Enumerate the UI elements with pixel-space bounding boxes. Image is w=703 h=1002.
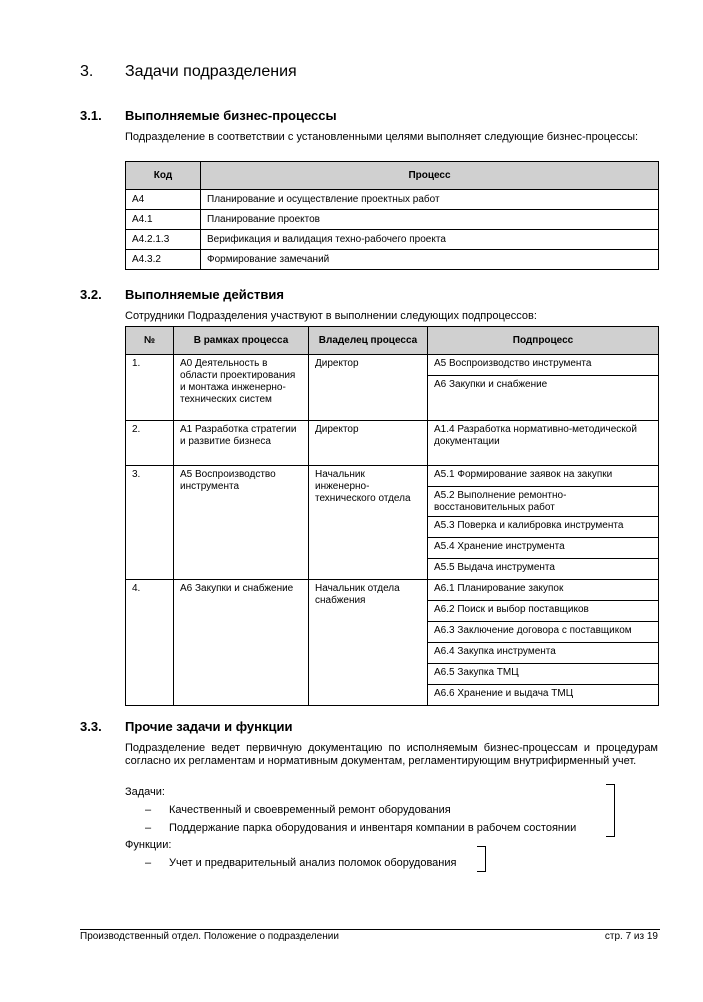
parent-process: А5 Воспроизводство инструмента [174, 466, 309, 580]
subprocess: А1.4 Разработка нормативно-методической документации [428, 421, 659, 466]
table-header-row [126, 327, 659, 355]
subprocess: А6.3 Заключение договора с поставщиком [428, 622, 659, 643]
row-number: 3. [126, 466, 174, 580]
paragraph-3-1: Подразделение в соответствии с установленными целями выполняет следующие бизнес-процессы: [125, 131, 639, 143]
process-code: А4.1 [126, 210, 201, 230]
process-owner: Начальник инженерно-технического отдела [309, 466, 428, 580]
subprocess: А6.4 Закупка инструмента [428, 643, 659, 664]
process-owner: Директор [309, 421, 428, 466]
page-number: стр. 7 из 19 [604, 931, 658, 942]
parent-process: А0 Деятельность в области проектирования и монтажа инженерно-технических систем [174, 355, 309, 421]
subprocess: А6.2 Поиск и выбор поставщиков [428, 601, 659, 622]
subprocess: А6.1 Планирование закупок [428, 580, 659, 601]
subprocess: А6.5 Закупка ТМЦ [428, 664, 659, 685]
list-item [145, 857, 485, 871]
column-header: Подпроцесс [428, 327, 659, 355]
table-row [126, 355, 659, 376]
row-number: 4. [126, 580, 174, 706]
footer-rule [80, 929, 660, 930]
section-title: Задачи подразделения [125, 63, 297, 80]
table-row [126, 250, 659, 270]
business-process-table [125, 161, 659, 270]
subsection-title: Выполняемые действия [125, 287, 284, 302]
subsection-title: Выполняемые бизнес-процессы [125, 108, 337, 123]
task-text: Качественный и своевременный ремонт оборудования [169, 804, 451, 816]
subsection-title: Прочие задачи и функции [125, 719, 293, 734]
table-row [126, 466, 659, 487]
process-owner: Начальник отдела снабжения [309, 580, 428, 706]
subprocess: А5.1 Формирование заявок на закупки [428, 466, 659, 487]
subsection-number: 3.1. [80, 108, 102, 123]
process-name: Формирование замечаний [201, 250, 659, 270]
column-header: В рамках процесса [174, 327, 309, 355]
tasks-label: Задачи: [125, 786, 165, 798]
bullet-dash: – [145, 857, 152, 869]
table-row [126, 421, 659, 466]
table-row [126, 210, 659, 230]
table-row [126, 580, 659, 601]
subprocess: А5.3 Поверка и калибровка инструмента [428, 517, 659, 538]
subsection-heading-3-3 [80, 719, 660, 735]
table-row [126, 190, 659, 210]
subprocess: А5.5 Выдача инструмента [428, 559, 659, 580]
subsection-heading-3-1 [80, 108, 660, 124]
process-code: А4.3.2 [126, 250, 201, 270]
process-code: А4 [126, 190, 201, 210]
column-header: Процесс [201, 162, 659, 190]
functions-label: Функции: [125, 839, 172, 851]
subsection-number: 3.3. [80, 719, 102, 734]
section-number: 3. [80, 63, 94, 80]
column-header: № [126, 327, 174, 355]
row-number: 1. [126, 355, 174, 421]
subprocess: А5.4 Хранение инструмента [428, 538, 659, 559]
subsection-heading-3-2 [80, 287, 660, 303]
task-text: Поддержание парка оборудования и инвентаря компании в рабочем состоянии [169, 822, 577, 834]
parent-process: А1 Разработка стратегии и развитие бизнеса [174, 421, 309, 466]
functions-bracket [477, 846, 486, 872]
process-owner: Директор [309, 355, 428, 421]
bullet-dash: – [145, 822, 152, 834]
list-item [145, 804, 615, 818]
process-name: Планирование проектов [201, 210, 659, 230]
subprocess: А5 Воспроизводство инструмента [428, 355, 659, 376]
table-header-row [126, 162, 659, 190]
row-number: 2. [126, 421, 174, 466]
table-row [126, 230, 659, 250]
column-header: Код [126, 162, 201, 190]
list-item [145, 822, 615, 836]
bullet-dash: – [145, 804, 152, 816]
subsection-number: 3.2. [80, 287, 102, 302]
paragraph-3-2: Сотрудники Подразделения участвуют в выполнении следующих подпроцессов: [125, 310, 537, 322]
footer-title: Производственный отдел. Положение о подразделении [80, 931, 339, 942]
process-name: Верификация и валидация техно-рабочего проекта [201, 230, 659, 250]
paragraph-3-3: Подразделение ведет первичную документацию по исполняемым бизнес-процессам и процедурам согласно их регламентам и нормативным документам, регламентирующим внутрифирменный учет. [125, 742, 658, 767]
tasks-bracket [606, 784, 615, 837]
function-text: Учет и предварительный анализ поломок оборудования [169, 857, 457, 869]
subprocess-table [125, 326, 659, 706]
subprocess: А5.2 Выполнение ремонтно-восстановительных работ [428, 487, 659, 517]
process-code: А4.2.1.3 [126, 230, 201, 250]
process-name: Планирование и осуществление проектных работ [201, 190, 659, 210]
subprocess: А6 Закупки и снабжение [428, 376, 659, 421]
section-heading [80, 63, 660, 83]
subprocess: А6.6 Хранение и выдача ТМЦ [428, 685, 659, 706]
parent-process: А6 Закупки и снабжение [174, 580, 309, 706]
column-header: Владелец процесса [309, 327, 428, 355]
